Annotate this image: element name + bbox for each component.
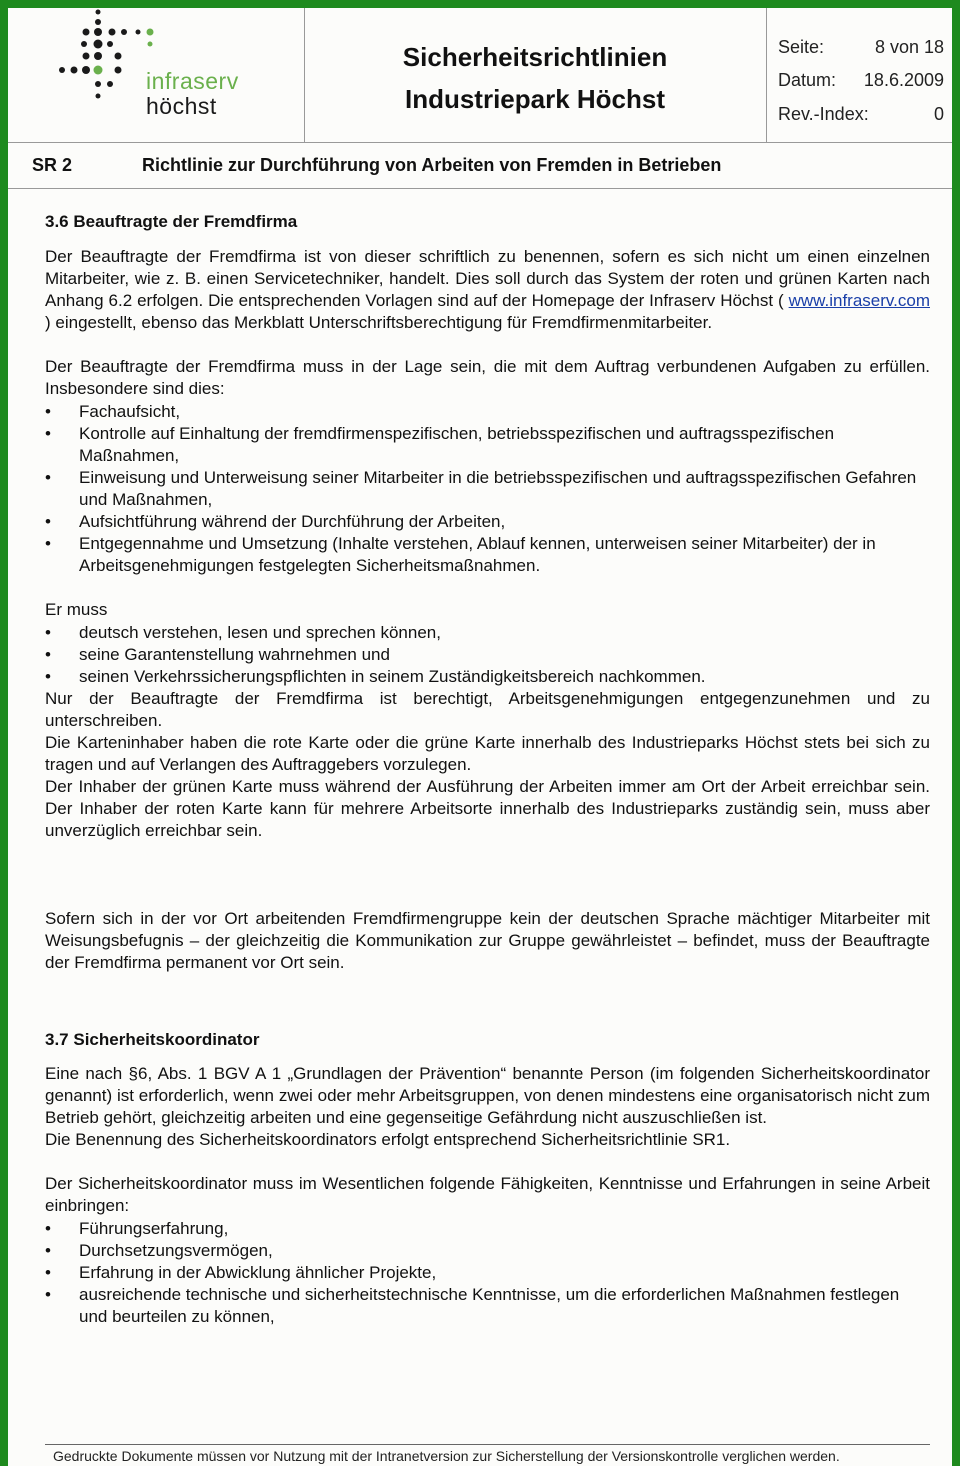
- requirements-list: [45, 622, 930, 688]
- meta-page-label: Seite:: [778, 37, 825, 57]
- paragraph-text: Der Beauftragte der Fremdfirma ist von dieser schriftlich zu benennen, sofern es sich nicht um einen einzelnen Mitarbeiter, wie z. B. einen Servicetechniker, handelt. Dies soll durch das System der roten und grünen Karten nach Anhang 6.2 erfolgen. Die entsprechenden Vorlagen sind auf der Homepage der Infraserv Höchst (: [45, 247, 930, 310]
- section-3-6-heading: 3.6 Beauftragte der Fremdfirma: [45, 212, 298, 231]
- meta-revision: [778, 104, 944, 125]
- list-item: • seinen Verkehrssicherungspflichten in seinem Zuständigkeitsbereich nachkommen.: [45, 666, 930, 688]
- logo-cell: [8, 8, 305, 142]
- list-item: • Einweisung und Unterweisung seiner Mitarbeiter in die betriebsspezifischen und auftragsspezifischen Gefahren und Maßnahmen,: [45, 467, 930, 511]
- er-muss-text: Er muss: [45, 600, 108, 619]
- section-3-7-heading: 3.7 Sicherheitskoordinator: [45, 1030, 260, 1049]
- section-3-6-paragraph-1: [45, 246, 930, 334]
- section-3-6-paragraph-6: Sofern sich in der vor Ort arbeitenden Fremdfirmengruppe kein der deutschen Sprache mächtiger Mitarbeiter mit Weisungsbefugnis – der gleichzeitig die Kommunikation zur Gruppe gewährleistet – befindet, muss der Beauftragte der Fremdfirma permanent vor Ort sein.: [45, 909, 930, 972]
- list-item: • Kontrolle auf Einhaltung der fremdfirmenspezifischen, betriebsspezifischen und auftragsspezifischen Maßnahmen,: [45, 423, 930, 467]
- list-item: • seine Garantenstellung wahrnehmen und: [45, 644, 930, 666]
- logo-text-hoechst: höchst: [146, 93, 217, 119]
- list-item: • ausreichende technische und sicherheitstechnische Kenntnisse, um die erforderlichen Maßnahmen festlegen und beurteilen zu können,: [45, 1284, 930, 1328]
- meta-date-value: 18.6.2009: [863, 70, 944, 90]
- list-item: • Aufsichtführung während der Durchführung der Arbeiten,: [45, 511, 930, 533]
- document-body: [45, 211, 930, 1328]
- logo-text-infraserv: infraserv: [146, 68, 239, 94]
- meta-page: [778, 37, 944, 58]
- coordinator-skills-list: [45, 1218, 930, 1328]
- list-item: • deutsch verstehen, lesen und sprechen können,: [45, 622, 930, 644]
- duties-list: [45, 401, 930, 577]
- section-3-6-paragraph-2: Der Beauftragte der Fremdfirma muss in der Lage sein, die mit dem Auftrag verbundenen Aufgaben zu erfüllen. Insbesondere sind dies:: [45, 357, 930, 398]
- document-title: Sicherheitsrichtlinien: [402, 42, 668, 72]
- section-3-6-paragraph-4: Die Karteninhaber haben die rote Karte oder die grüne Karte innerhalb des Industrieparks Höchst stets bei sich zu tragen und auf Verlangen des Auftraggebers vorzulegen.: [45, 733, 930, 774]
- document-subtitle: Industriepark Höchst: [404, 84, 666, 114]
- list-item: • Erfahrung in der Abwicklung ähnlicher Projekte,: [45, 1262, 930, 1284]
- meta-page-value: 8 von 18: [874, 37, 944, 57]
- footer-divider: [45, 1444, 930, 1445]
- list-item: • Durchsetzungsvermögen,: [45, 1240, 930, 1262]
- meta-revision-value: 0: [933, 104, 944, 124]
- paragraph-text: ) eingestellt, ebenso das Merkblatt Unterschriftsberechtigung für Fremdfirmenmitarbeiter.: [45, 313, 713, 332]
- section-3-7-paragraph-2: Die Benennung des Sicherheitskoordinators erfolgt entsprechend Sicherheitsrichtlinie SR1.: [45, 1130, 731, 1149]
- list-item: • Führungserfahrung,: [45, 1218, 930, 1240]
- sr-title: Richtlinie zur Durchführung von Arbeiten von Fremden in Betrieben: [142, 155, 722, 175]
- section-3-6-paragraph-5: Der Inhaber der grünen Karte muss während der Ausführung der Arbeiten immer am Ort der Arbeit erreichbar sein. Der Inhaber der roten Karte kann für mehrere Arbeitsorte innerhalb des Industrieparks zuständig sein, muss aber unverzüglich erreichbar sein.: [45, 777, 930, 840]
- meta-revision-label: Rev.-Index:: [778, 104, 869, 124]
- meta-cell: [766, 8, 952, 142]
- page-header: [8, 8, 952, 143]
- section-3-7-paragraph-1: Eine nach §6, Abs. 1 BGV A 1 „Grundlagen der Prävention“ benannte Person (im folgenden Sicherheitskoordinator genannt) ist erforderlich, wenn zwei oder mehr Arbeitsgruppen, von denen mindestens eine organisatorisch nicht zum Betrieb gehört, gleichzeitig arbeiten und eine gegenseitige Gefährdung nicht auszuschließen ist.: [45, 1064, 930, 1127]
- meta-date: [778, 70, 944, 91]
- infraserv-website-link[interactable]: www.infraserv.com: [788, 291, 930, 310]
- document-page: [8, 8, 952, 1466]
- list-item: • Fachaufsicht,: [45, 401, 930, 423]
- list-item: • Entgegennahme und Umsetzung (Inhalte verstehen, Ablauf kennen, unterweisen seiner Mitarbeiter) der in Arbeitsgenehmigungen festgelegten Sicherheitsmaßnahmen.: [45, 533, 930, 577]
- section-3-6-paragraph-3: Nur der Beauftragte der Fremdfirma ist berechtigt, Arbeitsgenehmigungen entgegenzunehmen und zu unterschreiben.: [45, 689, 930, 730]
- footer-note: Gedruckte Dokumente müssen vor Nutzung mit der Intranetversion zur Sicherstellung der Versionskontrolle verglichen werden.: [53, 1448, 840, 1464]
- sr-title-row: [8, 142, 952, 189]
- title-cell: [304, 8, 767, 142]
- sr-code: SR 2: [32, 155, 73, 175]
- meta-date-label: Datum:: [778, 70, 837, 90]
- section-3-7-paragraph-3: Der Sicherheitskoordinator muss im Wesentlichen folgende Fähigkeiten, Kenntnisse und Erfahrungen in seine Arbeit einbringen:: [45, 1174, 930, 1215]
